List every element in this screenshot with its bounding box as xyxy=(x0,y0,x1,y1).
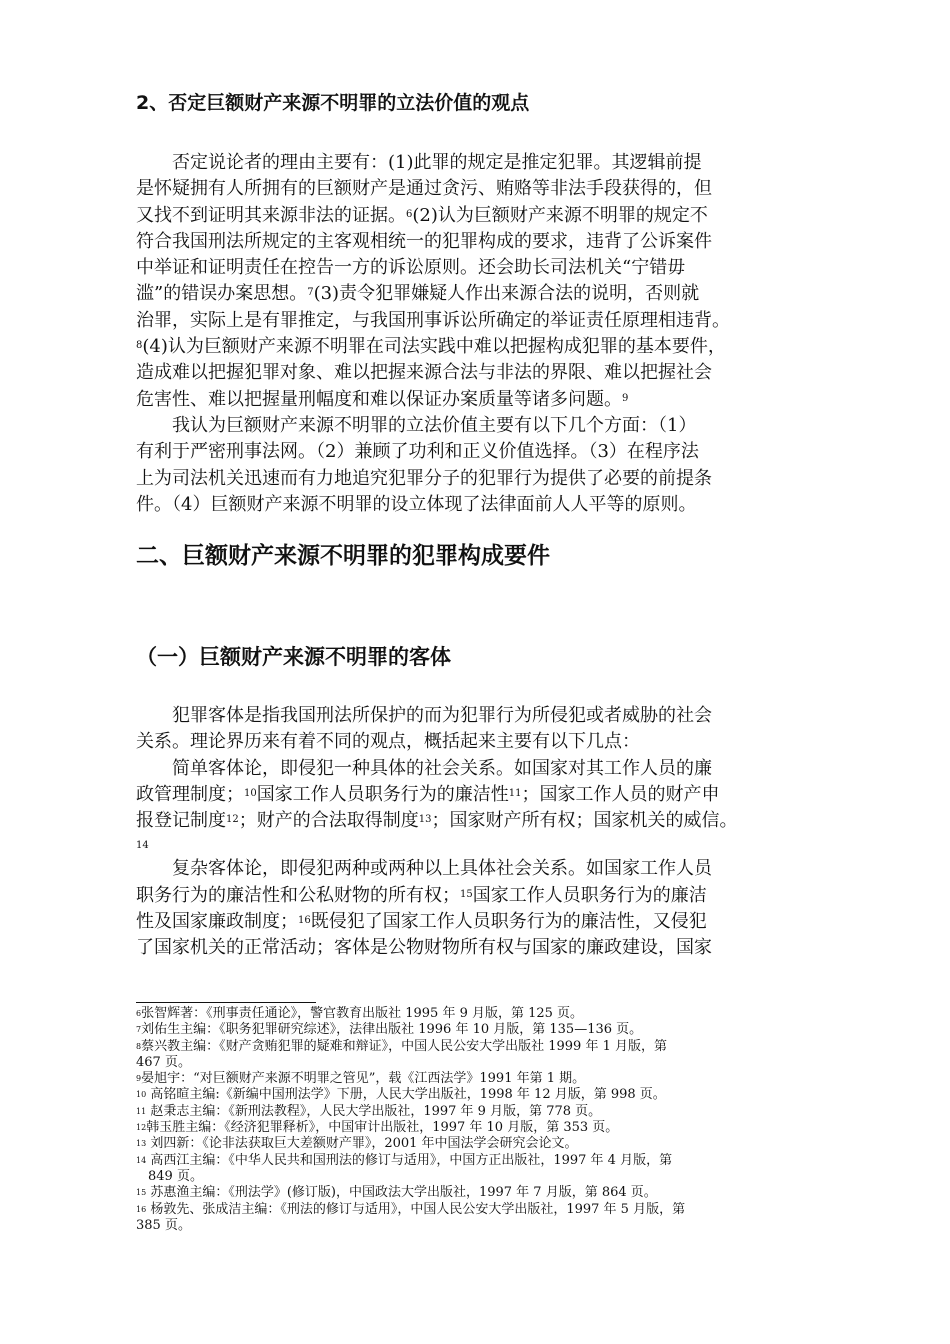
footnote-ref: 14 xyxy=(136,840,149,852)
text-line: 滥”的错误办案思想。$^7$(3)责令犯罪嫌疑人作出来源合法的说明，否则就 xyxy=(136,283,700,305)
text-line: 我认为巨额财产来源不明罪的立法价值主要有以下几个方面：（1） xyxy=(172,414,697,436)
footnote-item xyxy=(136,1071,856,1087)
footnote-ref: 10 xyxy=(244,787,257,799)
text-line: 性及国家廉政制度；$^{16}$既侵犯了国家工作人员职务行为的廉洁性，又侵犯 xyxy=(136,911,707,933)
text-line: $^8$(4)认为巨额财产来源不明罪在司法实践中难以把握构成犯罪的基本要件， xyxy=(136,336,726,358)
footnote-number: 12 xyxy=(136,1123,147,1133)
footnote-number: 16 xyxy=(136,1204,147,1214)
footnote-ref: 7 xyxy=(307,287,314,299)
text-line: 复杂客体论，即侵犯两种或两种以上具体社会关系。如国家工作人员 xyxy=(172,858,712,880)
footnote-ref: 11 xyxy=(508,787,522,799)
footnote-item xyxy=(136,1022,856,1038)
footnote-text: 韩玉胜主编：《经济犯罪释析》，中国审计出版社，1997 年 10 月版，第 353 页。 xyxy=(146,1120,619,1136)
footnote-item xyxy=(136,1087,856,1103)
text-line: 政管理制度；$^{10}$国家工作人员职务行为的廉洁性$^{11}$；国家工作人员的财产申 xyxy=(136,783,720,805)
footnote-item xyxy=(136,1104,856,1120)
footnote-number: 8 xyxy=(136,1041,142,1051)
footnote-number: 14 xyxy=(136,1155,147,1165)
footnote-continuation: 467 页。 xyxy=(136,1054,191,1070)
footnote-text: 苏惠渔主编：《刑法学》(修订版)，中国政法大学出版社，1997 年 7 月版，第 864 页。 xyxy=(146,1185,657,1201)
footnote-text: 赵秉志主编：《新刑法教程》，人民大学出版社，1997 年 9 月版，第 778 页。 xyxy=(146,1103,602,1119)
footnote-number: 15 xyxy=(136,1188,147,1198)
text-line: 危害性、难以把握量刑幅度和难以保证办案质量等诸多问题。$^9$ xyxy=(136,388,629,410)
footnote-text: 高铭暄主编:《新编中国刑法学》下册，人民大学出版社，1998 年 12 月版，第 998 页。 xyxy=(146,1087,666,1103)
text-line xyxy=(136,834,866,856)
footnote-item xyxy=(136,1120,856,1136)
text-line: 职务行为的廉洁性和公私财物的所有权；$^{15}$国家工作人员职务行为的廉洁 xyxy=(136,884,707,906)
footnote-number: 7 xyxy=(136,1025,142,1035)
text-line: 否定说论者的理由主要有：(1)此罪的规定是推定犯罪。其逻辑前提 xyxy=(172,152,702,173)
footnote-ref: 13 xyxy=(418,814,432,826)
footnote-text: 刘四新：《论非法获取巨大差额财产罪》，2001 年中国法学会研究会论文。 xyxy=(146,1136,578,1152)
text-line: 又找不到证明其来源非法的证据。$^6$(2)认为巨额财产来源不明罪的规定不 xyxy=(136,204,708,226)
text-line: 关系。理论界历来有着不同的观点，概括起来主要有以下几点： xyxy=(136,731,640,753)
footnote-item xyxy=(136,1185,856,1201)
text-line: 造成难以把握犯罪对象、难以把握来源合法与非法的界限、难以把握社会 xyxy=(136,362,712,384)
footnote-item xyxy=(136,1006,856,1022)
footnote-ref: 12 xyxy=(226,814,239,826)
footnote-number: 10 xyxy=(136,1090,147,1100)
footnote-ref: 6 xyxy=(406,208,413,220)
text-line: 上为司法机关迅速而有力地追究犯罪分子的犯罪行为提供了必要的前提条 xyxy=(136,467,712,489)
text-line: 件。（4）巨额财产来源不明罪的设立体现了法律面前人人平等的原则。 xyxy=(136,493,697,515)
footnote-item xyxy=(136,1153,856,1169)
paragraph-block-negative-arguments xyxy=(136,150,866,518)
subsection-heading-object: （一）巨额财产来源不明罪的客体 xyxy=(136,645,451,669)
footnote-text: 晏旭宇：“对巨额财产来源不明罪之管见”，载《江西法学》1991 年第 1 期。 xyxy=(141,1071,586,1087)
text-line: 中举证和证明责任在控告一方的诉讼原则。还会助长司法机关“宁错毋 xyxy=(136,257,686,279)
footnotes-section xyxy=(136,1006,856,1234)
chapter-heading-elements: 二、巨额财产来源不明罪的犯罪构成要件 xyxy=(136,543,550,569)
footnote-number: 11 xyxy=(136,1106,147,1116)
text-line: 犯罪客体是指我国刑法所保护的而为犯罪行为所侵犯或者威胁的社会 xyxy=(172,705,712,726)
footnote-number: 13 xyxy=(136,1139,147,1149)
footnote-text: 杨敦先、张成洁主编：《刑法的修订与适用》，中国人民公安大学出版社，1997 年 5 月版，第 xyxy=(146,1201,686,1217)
footnote-ref: 8 xyxy=(136,340,143,352)
footnote-number: 9 xyxy=(136,1074,142,1084)
footnote-text: 刘佑生主编：《职务犯罪研究综述》，法律出版社 1996 年 10 月版，第 135—136 页。 xyxy=(141,1022,643,1038)
footnote-ref: 15 xyxy=(460,888,473,900)
text-line: 符合我国刑法所规定的主客观相统一的犯罪构成的要求，违背了公诉案件 xyxy=(136,230,712,252)
footnote-separator xyxy=(136,1002,316,1003)
footnote-continuation: 385 页。 xyxy=(136,1217,191,1233)
footnote-continuation: 849 页。 xyxy=(148,1168,203,1184)
text-line: 治罪，实际上是有罪推定，与我国刑事诉讼所确定的举证责任原理相违背。 xyxy=(136,309,730,331)
footnote-text: 高西江主编：《中华人民共和国刑法的修订与适用》，中国方正出版社，1997 年 4 月版，第 xyxy=(146,1152,673,1168)
text-line: 有利于严密刑事法网。（2）兼顾了功利和正义价值选择。（3）在程序法 xyxy=(136,441,699,463)
footnote-number: 6 xyxy=(136,1009,142,1018)
text-line: 是怀疑拥有人所拥有的巨额财产是通过贪污、贿赂等非法手段获得的，但 xyxy=(136,178,712,200)
footnote-item xyxy=(136,1202,856,1218)
footnote-ref: 16 xyxy=(298,915,311,927)
text-line: 简单客体论，即侵犯一种具体的社会关系。如国家对其工作人员的廉 xyxy=(172,757,712,779)
footnote-ref: 9 xyxy=(622,392,629,404)
footnote-text: 张智辉著：《刑事责任通论》，警官教育出版社 1995 年 9 月版，第 125 页。 xyxy=(141,1006,584,1021)
footnote-item xyxy=(136,1136,856,1152)
text-line: 报登记制度$^{12}$；财产的合法取得制度$^{13}$；国家财产所有权；国家机关的威信。 xyxy=(136,810,738,832)
paragraph-block-crime-object xyxy=(136,703,866,962)
footnote-item xyxy=(136,1039,856,1055)
text-line: 了国家机关的正常活动；客体是公物财物所有权与国家的廉政建设，国家 xyxy=(136,937,712,959)
section-heading-negative-view: 2、否定巨额财产来源不明罪的立法价值的观点 xyxy=(136,92,530,114)
footnote-text: 蔡兴教主编：《财产贪贿犯罪的疑难和辩证》，中国人民公安大学出版社 1999 年 1 月版，第 xyxy=(141,1038,667,1054)
